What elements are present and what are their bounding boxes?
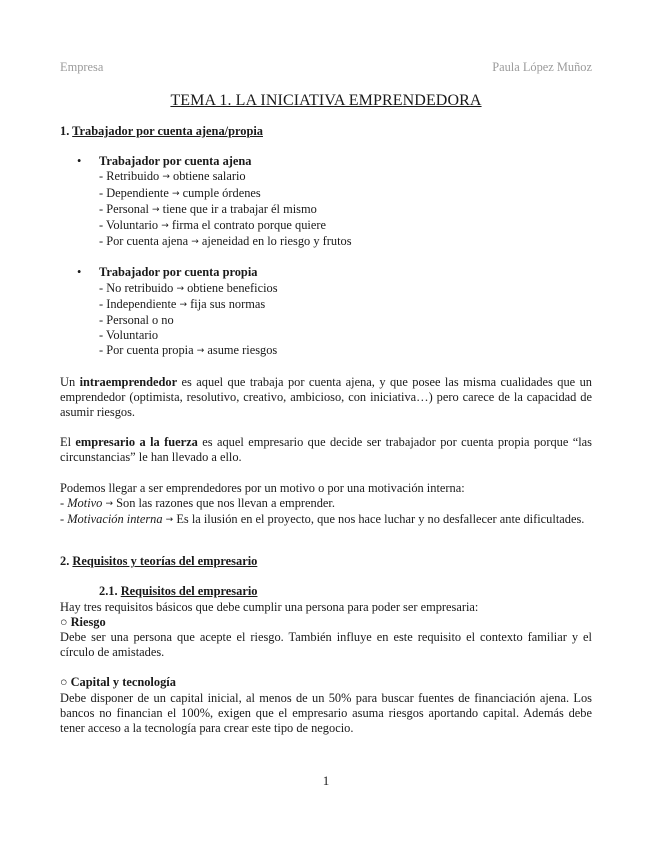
arrow-right-icon: →: [162, 172, 170, 183]
list-item-ajena: [60, 154, 592, 250]
circle-bullet-icon: ○: [60, 614, 68, 629]
arrow-right-icon: →: [161, 221, 169, 232]
list-line: - Voluntario: [99, 328, 159, 343]
motivacion-interna-line: - Motivación interna → Es la ilusión en el proyecto, que nos hace luchar y no desfallecer ante dificultades.: [60, 512, 585, 527]
arrow-right-icon: →: [179, 299, 188, 310]
list-line: - Personal o no: [99, 313, 174, 328]
list-line: - Personal → tiene que ir a trabajar él mismo: [99, 201, 317, 216]
motivo-line: - Motivo → Son las razones que nos llevan a emprender.: [60, 495, 335, 510]
header-author: Paula López Muñoz: [492, 60, 592, 74]
circle-bullet-icon: ○: [60, 675, 68, 690]
capital-heading: ○ Capital y tecnología: [60, 675, 176, 690]
requisitos-intro: Hay tres requisitos básicos que debe cumplir una persona para poder ser empresaria:: [60, 599, 479, 614]
paragraph-empresario-fuerza: El empresario a la fuerza es aquel empresario que decide ser trabajador por cuenta propia porque “las circunstancias” le han llevado a ello.: [60, 435, 593, 465]
arrow-right-icon: →: [176, 283, 184, 294]
riesgo-heading: ○ Riesgo: [60, 614, 106, 629]
list-line: - Dependiente → cumple órdenes: [99, 185, 261, 200]
capital-text: Debe disponer de un capital inicial, al menos de un 50% para buscar fuentes de financiación ajena. Los bancos no financian el 100%, exigen que el empresario asuma riesgos aportando capital. Además debe tener acceso a la tecnología para crear este tipo de negocio.: [60, 690, 592, 736]
list-line: - Por cuenta ajena → ajeneidad en lo riesgo y frutos: [99, 234, 352, 249]
section-2-heading: 2. Requisitos y teorías del empresario: [60, 554, 258, 569]
bullet-icon: •: [77, 154, 82, 169]
arrow-right-icon: →: [196, 346, 205, 357]
riesgo-text: Debe ser una persona que acepte el riesgo. También influye en este requisito el contexto familiar y el círculo de amistades.: [60, 630, 592, 660]
ajena-title: Trabajador por cuenta ajena: [99, 154, 252, 169]
arrow-right-icon: →: [171, 188, 180, 199]
list-item-propia: [60, 265, 592, 359]
arrow-right-icon: →: [152, 204, 160, 215]
section-1-heading: 1. Trabajador por cuenta ajena/propia: [60, 124, 263, 138]
arrow-right-icon: →: [191, 237, 199, 248]
page-number: 1: [322, 773, 330, 788]
document-page: [60, 0, 592, 848]
arrow-right-icon: →: [165, 515, 174, 526]
document-title: TEMA 1. LA INICIATIVA EMPRENDEDORA: [170, 92, 482, 109]
list-line: - Independiente → fija sus normas: [99, 296, 266, 311]
subsection-2-1-heading: 2.1. Requisitos del empresario: [99, 584, 258, 599]
list-line: - Por cuenta propia → asume riesgos: [99, 343, 278, 358]
page-header: [60, 60, 592, 78]
arrow-right-icon: →: [105, 498, 113, 509]
list-line: - No retribuido → obtiene beneficios: [99, 280, 278, 295]
bullet-icon: •: [77, 265, 82, 280]
list-line: - Retribuido → obtiene salario: [99, 169, 246, 184]
document-body: [60, 124, 592, 736]
paragraph-intraemprendedor: Un intraemprendedor es aquel que trabaja por cuenta ajena, y que posee las misma cualidades que un emprendedor (optimista, resolutivo, creativo, ambicioso, con iniciativa…) pero carece de la capacidad de asumir riesgos.: [60, 374, 592, 420]
worker-types-list: [60, 154, 592, 359]
header-subject: Empresa: [60, 60, 104, 74]
list-line: - Voluntario → firma el contrato porque quiere: [99, 218, 326, 233]
propia-title: Trabajador por cuenta propia: [99, 265, 258, 280]
paragraph-motivacion: Podemos llegar a ser emprendedores por un motivo o por una motivación interna:: [60, 480, 465, 495]
